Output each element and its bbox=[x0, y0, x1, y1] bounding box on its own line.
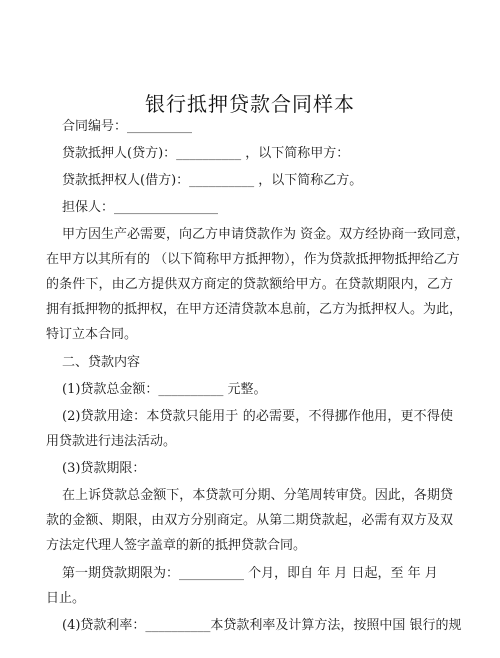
paragraph-line: 方法定代理人签字盖章的新的抵押贷款合同。 bbox=[46, 538, 307, 553]
mortgagee-line: 贷款抵押权人(借方)：__________ ，以下简称乙方。 bbox=[62, 173, 363, 188]
section-heading: 二、贷款内容 bbox=[62, 355, 141, 370]
paragraph-line: 款的金额、期限，由双方分别商定。从第二期贷款起，必需有双方及双 bbox=[46, 513, 453, 528]
paragraph-line: 的条件下，由乙方提供双方商定的贷款额给甲方。在贷款期限内，乙方 bbox=[46, 277, 453, 292]
paragraph-line: 在甲方以其所有的 （以下简称甲方抵押物），作为贷款抵押物抵押给乙方 bbox=[46, 252, 460, 267]
first-term-line: 第一期贷款期限为：__________ 个月，即自 年 月 日起，至 年 月 bbox=[62, 566, 438, 581]
paragraph-line: 甲方因生产必需要，向乙方申请贷款作为 资金。双方经协商一致同意， bbox=[62, 227, 470, 242]
loan-purpose-line: (2)贷款用途：本贷款只能用于 的必需要，不得挪作他用，更不得使 bbox=[62, 409, 453, 424]
paragraph-line: 特订立本合同。 bbox=[46, 327, 138, 342]
first-term-line: 日止。 bbox=[46, 591, 86, 606]
contract-number-line: 合同编号：__________ bbox=[62, 119, 193, 134]
mortgagor-line: 贷款抵押人(贷方)：__________ ，以下简称甲方： bbox=[62, 146, 350, 161]
loan-amount-line: (1)贷款总金额：__________ 元整。 bbox=[62, 382, 267, 397]
loan-purpose-line: 用贷款进行违法活动。 bbox=[46, 434, 177, 449]
paragraph-line: 在上诉贷款总金额下，本贷款可分期、分笔周转审贷。因此，各期贷 bbox=[62, 488, 453, 503]
loan-term-heading: (3)贷款期限： bbox=[62, 461, 146, 476]
paragraph-line: 拥有抵押物的抵押权，在甲方还清贷款本息前，乙方为抵押权人。为此， bbox=[46, 302, 463, 317]
interest-rate-line: (4)贷款利率：__________本贷款利率及计算方法，按照中国 银行的规 bbox=[62, 618, 462, 633]
document-title: 银行抵押贷款合同样本 bbox=[145, 92, 355, 116]
guarantor-line: 担保人：________________ bbox=[62, 200, 219, 215]
